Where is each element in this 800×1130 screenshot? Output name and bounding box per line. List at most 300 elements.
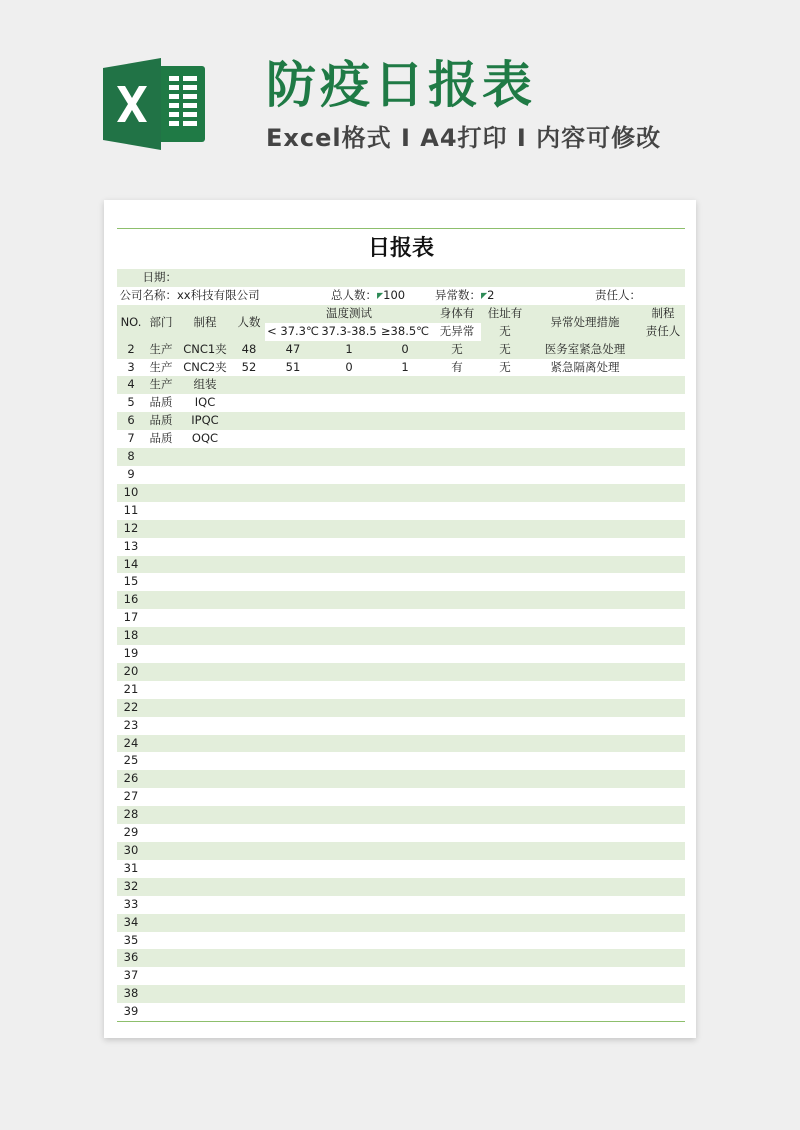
table-cell-count[interactable] [233,376,265,394]
table-cell-measure[interactable] [529,663,641,681]
table-cell-count[interactable] [233,842,265,860]
table-cell-body[interactable] [433,466,481,484]
table-cell-no[interactable]: 19 [117,645,145,663]
table-cell-t1[interactable] [265,502,321,520]
table-cell-body[interactable] [433,914,481,932]
table-cell-t2[interactable] [321,967,377,985]
table-cell-t1[interactable] [265,967,321,985]
table-cell-body[interactable] [433,842,481,860]
table-cell-no[interactable]: 24 [117,735,145,753]
table-cell-owner[interactable] [641,752,685,770]
table-cell-no[interactable]: 10 [117,484,145,502]
table-cell-t1[interactable] [265,466,321,484]
table-cell-t2[interactable] [321,556,377,574]
table-cell-t3[interactable] [377,609,433,627]
table-cell-owner[interactable] [641,914,685,932]
table-cell-process[interactable] [177,627,233,645]
table-cell-body[interactable] [433,878,481,896]
table-cell-no[interactable]: 29 [117,824,145,842]
table-cell-body[interactable] [433,663,481,681]
table-cell-t3[interactable] [377,896,433,914]
table-cell-body[interactable] [433,717,481,735]
table-cell-no[interactable]: 4 [117,376,145,394]
table-cell-t1[interactable] [265,448,321,466]
table-cell-t1[interactable] [265,556,321,574]
table-cell-measure[interactable] [529,430,641,448]
table-cell-dept[interactable]: 品质 [145,412,177,430]
table-cell-owner[interactable] [641,788,685,806]
table-cell-measure[interactable] [529,520,641,538]
table-cell-t2[interactable] [321,412,377,430]
table-cell-t1[interactable] [265,591,321,609]
table-cell-addr[interactable] [481,770,529,788]
table-cell-dept[interactable]: 生产 [145,359,177,377]
table-cell-t3[interactable] [377,699,433,717]
table-cell-count[interactable] [233,591,265,609]
table-cell-addr[interactable] [481,627,529,645]
table-cell-t2[interactable] [321,609,377,627]
table-cell-measure[interactable] [529,735,641,753]
table-cell-addr[interactable] [481,556,529,574]
table-cell-count[interactable] [233,914,265,932]
table-cell-addr[interactable]: 无 [481,359,529,377]
table-cell-owner[interactable] [641,949,685,967]
table-cell-dept[interactable]: 生产 [145,341,177,359]
table-cell-no[interactable]: 15 [117,573,145,591]
table-cell-addr[interactable] [481,484,529,502]
table-cell-addr[interactable] [481,448,529,466]
table-cell-count[interactable] [233,663,265,681]
table-cell-body[interactable] [433,430,481,448]
table-cell-measure[interactable] [529,752,641,770]
table-cell-count[interactable] [233,520,265,538]
table-cell-owner[interactable] [641,663,685,681]
table-cell-t1[interactable] [265,717,321,735]
table-cell-dept[interactable] [145,573,177,591]
table-cell-t1[interactable] [265,735,321,753]
table-cell-measure[interactable] [529,556,641,574]
table-cell-t1[interactable] [265,806,321,824]
table-cell-dept[interactable] [145,1003,177,1021]
table-cell-t1[interactable] [265,914,321,932]
table-cell-t3[interactable] [377,538,433,556]
table-cell-count[interactable] [233,573,265,591]
table-cell-owner[interactable] [641,770,685,788]
table-cell-t3[interactable] [377,466,433,484]
table-cell-body[interactable] [433,932,481,950]
table-cell-t1[interactable] [265,752,321,770]
table-cell-t1[interactable] [265,681,321,699]
table-cell-body[interactable] [433,735,481,753]
table-cell-t1[interactable] [265,932,321,950]
table-cell-count[interactable] [233,502,265,520]
table-cell-process[interactable]: CNC1夹 [177,341,233,359]
table-cell-t2[interactable] [321,842,377,860]
table-cell-no[interactable]: 20 [117,663,145,681]
table-cell-no[interactable]: 30 [117,842,145,860]
table-cell-measure[interactable] [529,412,641,430]
table-cell-addr[interactable] [481,949,529,967]
table-cell-t2[interactable] [321,376,377,394]
table-cell-no[interactable]: 23 [117,717,145,735]
table-cell-t3[interactable] [377,681,433,699]
table-cell-t2[interactable] [321,466,377,484]
table-cell-count[interactable] [233,949,265,967]
table-cell-process[interactable] [177,932,233,950]
table-cell-owner[interactable] [641,341,685,359]
table-cell-measure[interactable] [529,860,641,878]
table-cell-t3[interactable]: 0 [377,341,433,359]
table-cell-process[interactable] [177,484,233,502]
table-cell-process[interactable] [177,788,233,806]
table-cell-t3[interactable] [377,770,433,788]
table-cell-dept[interactable] [145,681,177,699]
table-cell-owner[interactable] [641,466,685,484]
table-cell-no[interactable]: 27 [117,788,145,806]
table-cell-t2[interactable] [321,394,377,412]
table-cell-dept[interactable] [145,860,177,878]
table-cell-dept[interactable] [145,645,177,663]
table-cell-t3[interactable] [377,914,433,932]
table-cell-process[interactable] [177,914,233,932]
table-cell-addr[interactable] [481,806,529,824]
table-cell-t2[interactable] [321,735,377,753]
table-cell-no[interactable]: 38 [117,985,145,1003]
table-cell-count[interactable] [233,627,265,645]
table-cell-t3[interactable] [377,860,433,878]
table-cell-t2[interactable] [321,484,377,502]
table-cell-process[interactable] [177,896,233,914]
table-cell-process[interactable] [177,1003,233,1021]
table-cell-t1[interactable] [265,376,321,394]
table-cell-addr[interactable] [481,985,529,1003]
table-cell-t2[interactable] [321,573,377,591]
table-cell-t2[interactable] [321,788,377,806]
table-cell-t1[interactable] [265,878,321,896]
table-cell-no[interactable]: 18 [117,627,145,645]
table-cell-t3[interactable] [377,735,433,753]
table-cell-t3[interactable] [377,1003,433,1021]
table-cell-process[interactable]: IPQC [177,412,233,430]
table-cell-body[interactable] [433,520,481,538]
table-cell-dept[interactable] [145,735,177,753]
table-cell-measure[interactable] [529,914,641,932]
table-cell-addr[interactable] [481,573,529,591]
table-cell-measure[interactable] [529,932,641,950]
table-cell-body[interactable] [433,985,481,1003]
table-cell-t1[interactable] [265,520,321,538]
table-cell-process[interactable] [177,645,233,663]
table-cell-no[interactable]: 25 [117,752,145,770]
table-cell-no[interactable]: 3 [117,359,145,377]
table-cell-measure[interactable] [529,609,641,627]
table-cell-dept[interactable] [145,627,177,645]
table-cell-count[interactable] [233,717,265,735]
table-cell-owner[interactable] [641,376,685,394]
table-cell-t3[interactable] [377,752,433,770]
table-cell-no[interactable]: 2 [117,341,145,359]
table-cell-t3[interactable]: 1 [377,359,433,377]
table-cell-dept[interactable] [145,914,177,932]
table-cell-t3[interactable] [377,627,433,645]
table-cell-owner[interactable] [641,609,685,627]
table-cell-dept[interactable]: 品质 [145,394,177,412]
table-cell-no[interactable]: 11 [117,502,145,520]
table-cell-body[interactable] [433,609,481,627]
table-cell-body[interactable] [433,949,481,967]
table-cell-measure[interactable] [529,878,641,896]
table-cell-t1[interactable] [265,896,321,914]
table-cell-t1[interactable] [265,699,321,717]
table-cell-dept[interactable] [145,842,177,860]
table-cell-t1[interactable] [265,1003,321,1021]
table-cell-count[interactable] [233,932,265,950]
table-cell-measure[interactable] [529,538,641,556]
table-cell-addr[interactable] [481,681,529,699]
table-cell-process[interactable] [177,573,233,591]
table-cell-owner[interactable] [641,860,685,878]
table-cell-no[interactable]: 34 [117,914,145,932]
table-cell-process[interactable] [177,591,233,609]
table-cell-process[interactable] [177,448,233,466]
table-cell-body[interactable] [433,1003,481,1021]
table-cell-no[interactable]: 8 [117,448,145,466]
table-cell-body[interactable] [433,591,481,609]
table-cell-t3[interactable] [377,430,433,448]
table-cell-addr[interactable] [481,878,529,896]
table-cell-count[interactable] [233,735,265,753]
table-cell-t1[interactable] [265,842,321,860]
table-cell-t3[interactable] [377,949,433,967]
table-cell-no[interactable]: 35 [117,932,145,950]
table-cell-no[interactable]: 28 [117,806,145,824]
table-cell-t3[interactable] [377,824,433,842]
table-cell-no[interactable]: 37 [117,967,145,985]
table-cell-no[interactable]: 22 [117,699,145,717]
table-cell-addr[interactable] [481,932,529,950]
table-cell-owner[interactable] [641,502,685,520]
table-cell-measure[interactable] [529,949,641,967]
owner-value-cell[interactable] [641,287,685,305]
table-cell-addr[interactable] [481,896,529,914]
table-cell-dept[interactable] [145,788,177,806]
table-cell-t1[interactable] [265,663,321,681]
table-cell-no[interactable]: 32 [117,878,145,896]
table-cell-t3[interactable] [377,394,433,412]
table-cell-measure[interactable] [529,699,641,717]
table-cell-t2[interactable] [321,949,377,967]
table-cell-addr[interactable] [481,788,529,806]
table-cell-no[interactable]: 6 [117,412,145,430]
table-cell-no[interactable]: 13 [117,538,145,556]
table-cell-body[interactable] [433,573,481,591]
table-cell-addr[interactable] [481,717,529,735]
table-cell-dept[interactable] [145,538,177,556]
table-cell-t2[interactable] [321,591,377,609]
table-cell-addr[interactable] [481,609,529,627]
table-cell-measure[interactable] [529,394,641,412]
table-cell-addr[interactable] [481,663,529,681]
table-cell-process[interactable] [177,860,233,878]
table-cell-measure[interactable] [529,681,641,699]
table-cell-body[interactable] [433,770,481,788]
table-cell-count[interactable] [233,1003,265,1021]
table-cell-count[interactable] [233,430,265,448]
table-cell-no[interactable]: 17 [117,609,145,627]
table-cell-count[interactable] [233,752,265,770]
table-cell-count[interactable] [233,878,265,896]
table-cell-t3[interactable] [377,788,433,806]
table-cell-process[interactable] [177,949,233,967]
table-cell-measure[interactable] [529,824,641,842]
table-cell-body[interactable] [433,788,481,806]
table-cell-t3[interactable] [377,591,433,609]
table-cell-body[interactable] [433,806,481,824]
table-cell-count[interactable] [233,788,265,806]
table-cell-dept[interactable] [145,609,177,627]
table-cell-t3[interactable] [377,985,433,1003]
table-cell-count[interactable] [233,985,265,1003]
table-cell-no[interactable]: 14 [117,556,145,574]
table-cell-t2[interactable] [321,932,377,950]
table-cell-t3[interactable] [377,573,433,591]
table-cell-owner[interactable] [641,627,685,645]
table-cell-t2[interactable] [321,752,377,770]
table-cell-t2[interactable] [321,878,377,896]
table-cell-body[interactable] [433,896,481,914]
table-cell-t3[interactable] [377,556,433,574]
table-cell-body[interactable] [433,645,481,663]
table-cell-count[interactable]: 52 [233,359,265,377]
table-cell-t1[interactable] [265,949,321,967]
table-cell-t1[interactable] [265,770,321,788]
table-cell-owner[interactable] [641,430,685,448]
table-cell-dept[interactable] [145,502,177,520]
table-cell-count[interactable] [233,538,265,556]
table-cell-t2[interactable] [321,627,377,645]
table-cell-t3[interactable] [377,448,433,466]
table-cell-process[interactable] [177,752,233,770]
table-cell-t1[interactable] [265,412,321,430]
table-cell-addr[interactable] [481,538,529,556]
table-cell-dept[interactable] [145,824,177,842]
table-cell-owner[interactable] [641,824,685,842]
table-cell-dept[interactable] [145,932,177,950]
table-cell-t1[interactable] [265,788,321,806]
table-cell-process[interactable] [177,466,233,484]
table-cell-addr[interactable]: 无 [481,341,529,359]
table-cell-count[interactable] [233,860,265,878]
table-cell-process[interactable] [177,806,233,824]
table-cell-process[interactable] [177,502,233,520]
table-cell-t2[interactable] [321,645,377,663]
table-cell-t1[interactable] [265,824,321,842]
table-cell-body[interactable] [433,376,481,394]
table-cell-t3[interactable] [377,806,433,824]
table-cell-body[interactable] [433,860,481,878]
table-cell-t2[interactable] [321,770,377,788]
table-cell-owner[interactable] [641,412,685,430]
table-cell-process[interactable] [177,735,233,753]
table-cell-count[interactable] [233,770,265,788]
table-cell-t2[interactable]: 1 [321,341,377,359]
table-cell-measure[interactable] [529,448,641,466]
table-cell-dept[interactable] [145,699,177,717]
table-cell-owner[interactable] [641,645,685,663]
table-cell-t1[interactable] [265,430,321,448]
table-cell-owner[interactable] [641,842,685,860]
table-cell-addr[interactable] [481,752,529,770]
table-cell-measure[interactable] [529,788,641,806]
table-cell-dept[interactable]: 生产 [145,376,177,394]
table-cell-no[interactable]: 7 [117,430,145,448]
table-cell-t3[interactable] [377,484,433,502]
table-cell-t3[interactable] [377,520,433,538]
table-cell-t2[interactable] [321,663,377,681]
table-cell-body[interactable]: 无 [433,341,481,359]
table-cell-process[interactable]: IQC [177,394,233,412]
table-cell-dept[interactable] [145,770,177,788]
table-cell-owner[interactable] [641,448,685,466]
table-cell-process[interactable] [177,538,233,556]
table-cell-owner[interactable] [641,538,685,556]
table-cell-t2[interactable] [321,681,377,699]
table-cell-process[interactable]: OQC [177,430,233,448]
table-cell-process[interactable] [177,770,233,788]
table-cell-t3[interactable] [377,878,433,896]
table-cell-count[interactable] [233,699,265,717]
table-cell-owner[interactable] [641,878,685,896]
table-cell-body[interactable] [433,752,481,770]
table-cell-count[interactable] [233,806,265,824]
table-cell-t3[interactable] [377,645,433,663]
table-cell-count[interactable] [233,967,265,985]
table-cell-count[interactable] [233,824,265,842]
table-cell-measure[interactable] [529,985,641,1003]
table-cell-dept[interactable] [145,949,177,967]
table-cell-no[interactable]: 21 [117,681,145,699]
company-name[interactable]: xx科技有限公司 [177,287,265,305]
table-cell-dept[interactable]: 品质 [145,430,177,448]
table-cell-t1[interactable] [265,538,321,556]
table-cell-t3[interactable] [377,376,433,394]
table-cell-owner[interactable] [641,699,685,717]
table-cell-addr[interactable] [481,735,529,753]
table-cell-dept[interactable] [145,591,177,609]
table-cell-no[interactable]: 31 [117,860,145,878]
table-cell-measure[interactable] [529,502,641,520]
table-cell-t3[interactable] [377,932,433,950]
table-cell-measure[interactable] [529,484,641,502]
table-cell-body[interactable] [433,627,481,645]
table-cell-measure[interactable]: 医务室紧急处理 [529,341,641,359]
table-cell-count[interactable]: 48 [233,341,265,359]
table-cell-owner[interactable] [641,806,685,824]
abnormal-value-cell[interactable] [481,287,529,305]
table-cell-process[interactable] [177,699,233,717]
table-cell-measure[interactable] [529,573,641,591]
table-cell-body[interactable]: 有 [433,359,481,377]
table-cell-addr[interactable] [481,842,529,860]
table-cell-t1[interactable] [265,573,321,591]
table-cell-dept[interactable] [145,896,177,914]
table-cell-t2[interactable] [321,896,377,914]
table-cell-addr[interactable] [481,430,529,448]
table-cell-process[interactable] [177,681,233,699]
table-cell-t3[interactable] [377,663,433,681]
table-cell-addr[interactable] [481,591,529,609]
table-cell-owner[interactable] [641,735,685,753]
